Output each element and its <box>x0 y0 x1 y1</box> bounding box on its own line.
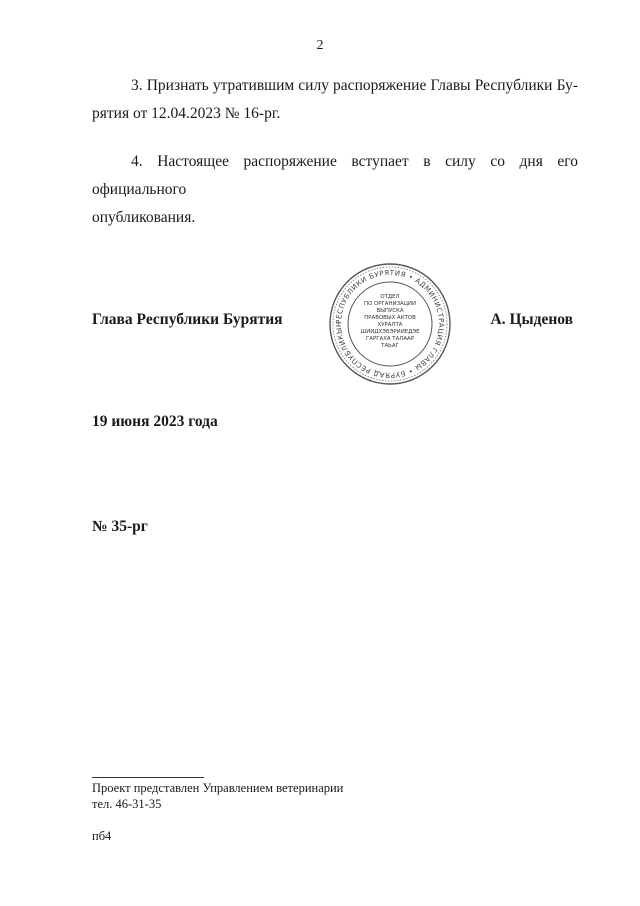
document-number: № 35-рг <box>92 518 148 535</box>
seal-line-6: ШИИДХЭБЭРИИЕДЭЕ <box>360 329 420 335</box>
seal-line-5: ХУРАЛТА <box>377 322 403 328</box>
paragraph-4-line-1: 4. Настоящее распоряжение вступает в силу со дня его официального <box>92 153 578 198</box>
paragraph-3-line-1: 3. Признать утратившим силу распоряжение Главы Республики Бу- <box>131 77 578 94</box>
signer-title: Глава Республики Бурятия <box>92 311 283 328</box>
seal-line-8: ТАЬАГ <box>381 343 399 349</box>
seal-line-7: ГАРГАХА ТАЛААР <box>366 336 414 342</box>
seal-line-1: ОТДЕЛ <box>380 294 400 300</box>
seal-line-2: ПО ОРГАНИЗАЦИИ <box>364 301 416 307</box>
paragraph-4 <box>92 148 578 232</box>
footer-divider <box>92 777 204 778</box>
footer-prepared-by: Проект представлен Управлением ветеринарии <box>92 781 344 795</box>
paragraph-3 <box>92 72 578 128</box>
document-date: 19 июня 2023 года <box>92 413 218 430</box>
official-seal <box>328 262 452 386</box>
paragraph-4-line-2: опубликования. <box>92 209 196 226</box>
signer-name: А. Цыденов <box>490 311 573 328</box>
footer-code: пб4 <box>92 829 112 843</box>
page-number: 2 <box>316 38 324 53</box>
seal-ring-text: РЕСПУБЛИКИ БУРЯТИЯ • АДМИНИСТРАЦИЯ ГЛАВЫ • БУРЯАД РЕСПУБЛИКЫН <box>334 268 446 380</box>
seal-line-3: ВЫПУСКА <box>376 308 404 314</box>
paragraph-3-line-2: рятия от 12.04.2023 № 16-рг. <box>92 105 281 122</box>
seal-line-4: ПРАВОВЫХ АКТОВ <box>364 315 416 321</box>
footer-phone: тел. 46-31-35 <box>92 797 162 811</box>
